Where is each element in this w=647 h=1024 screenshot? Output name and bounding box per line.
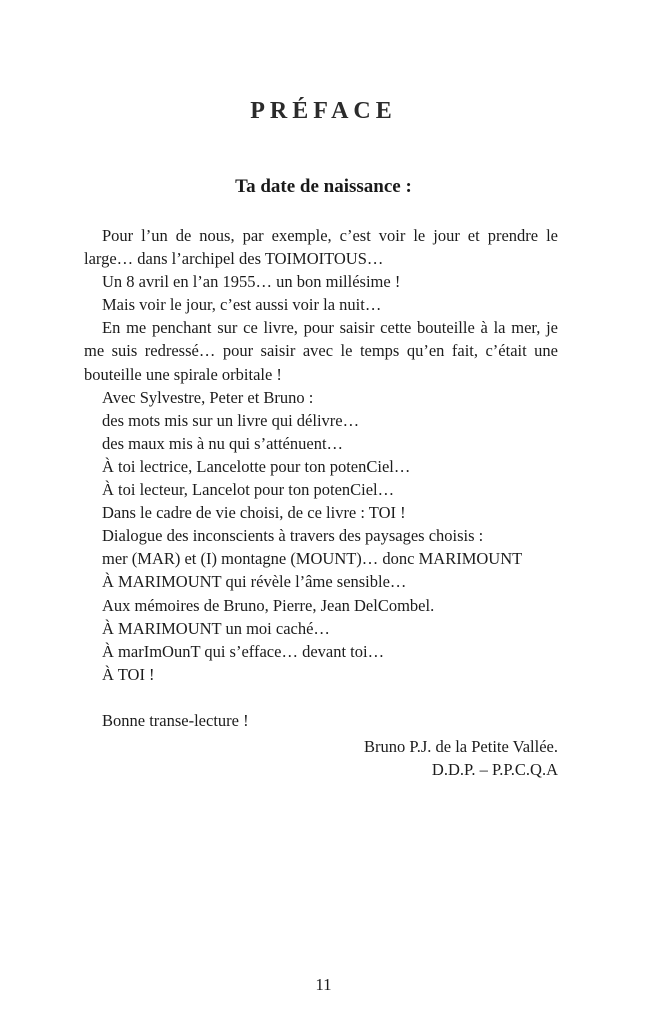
page-number: 11 xyxy=(315,975,332,994)
verse-line: À MARIMOUNT un moi caché… xyxy=(102,618,330,638)
verse-line: Dialogue des inconscients à travers des paysages choisis : xyxy=(102,526,484,546)
paragraph-bottle: En me penchant sur ce livre, pour saisir cette bouteille à la mer, je me suis redressé… pour saisir avec le temps qu’en fait, c’était une bouteille une spirale orbitale ! xyxy=(84,318,558,384)
verse-line: À toi lectrice, Lancelotte pour ton potenCiel… xyxy=(102,456,411,476)
closing-line: Bonne transe-lecture ! xyxy=(102,710,249,730)
verse-line: Dans le cadre de vie choisi, de ce livre : TOI ! xyxy=(102,503,406,523)
verse-line: mer (MAR) et (I) montagne (MOUNT)… donc MARIMOUNT xyxy=(102,549,523,569)
paragraph-birth: Pour l’un de nous, par exemple, c’est voir le jour et prendre le large… dans l’archipel des TOIMOITOUS… xyxy=(84,226,558,269)
signature-initials: D.D.P. – P.P.C.Q.A xyxy=(431,760,558,780)
paragraph-night: Mais voir le jour, c’est aussi voir la nuit… xyxy=(102,295,382,315)
section-heading: Ta date de naissance : xyxy=(235,176,412,197)
verse-line: Avec Sylvestre, Peter et Bruno : xyxy=(102,387,314,407)
page-title: PRÉFACE xyxy=(250,98,397,124)
preface-body xyxy=(84,224,558,781)
verse-line: des maux mis à nu qui s’atténuent… xyxy=(102,433,344,453)
paragraph-date: Un 8 avril en l’an 1955… un bon millésime ! xyxy=(102,272,401,292)
signature-name: Bruno P.J. de la Petite Vallée. xyxy=(363,736,558,756)
verse-line: des mots mis sur un livre qui délivre… xyxy=(102,410,360,430)
verse-line: À marImOunT qui s’efface… devant toi… xyxy=(102,641,385,661)
verse-line: À TOI ! xyxy=(102,664,155,684)
verse-line: Aux mémoires de Bruno, Pierre, Jean DelCombel. xyxy=(102,595,435,615)
verse-line: À MARIMOUNT qui révèle l’âme sensible… xyxy=(102,572,407,592)
verse-line: À toi lecteur, Lancelot pour ton potenCiel… xyxy=(102,480,395,500)
